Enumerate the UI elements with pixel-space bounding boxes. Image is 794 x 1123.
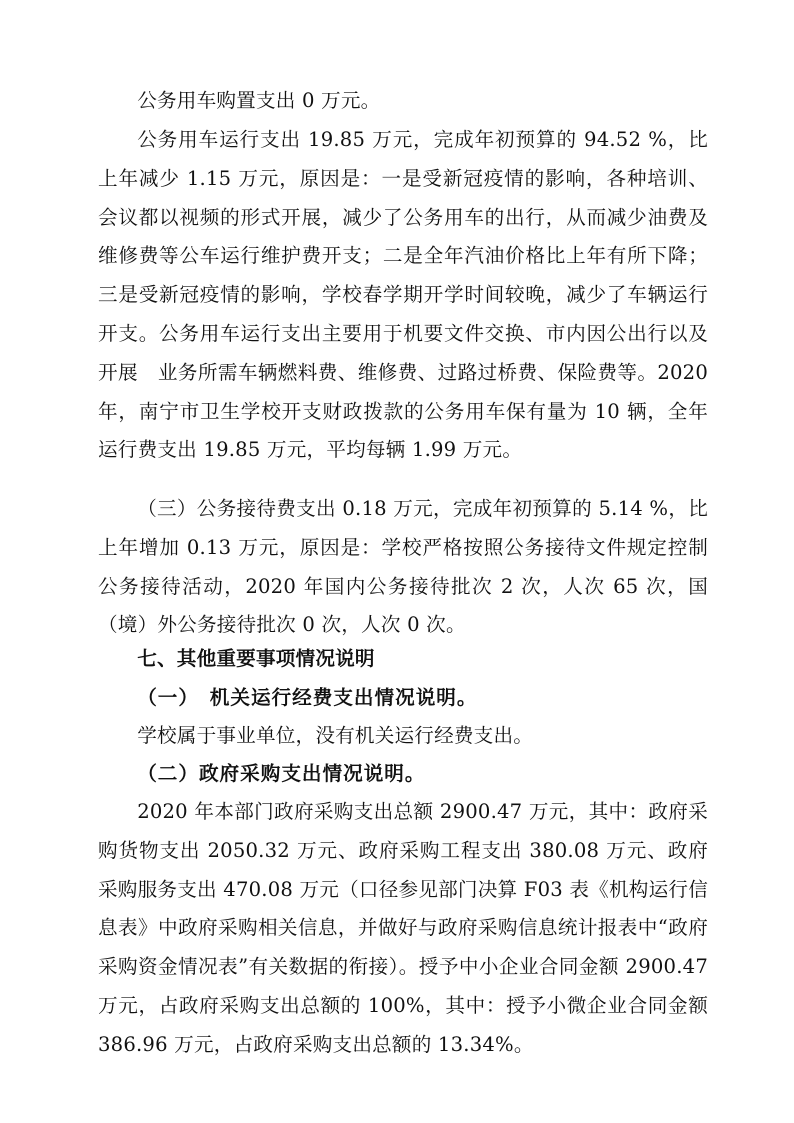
subheading-agency-operation: （一） 机关运行经费支出情况说明。 [137,686,478,709]
subheading-government-procurement: （二）政府采购支出情况说明。 [137,762,426,785]
paragraph-procurement-details: 2020 年本部门政府采购支出总额 2900.47 万元，其中：政府采购货物支出 2050.32 万元、政府采购工程支出 380.08 万元、政府采购服务支出 470.08 万元（口径参见部门决算 F03 表《机构运行信息表》中政府采购相关信息，并做好与政府采购信息统计报表中“政府采购资金情况表”有关数据的衔接）。授予中小企业合同金额 2900.47 万元，占政府采购支出总额的 100%，其中：授予小微企业合同金额 386.96 万元，占政府采购支出总额的 13.34%。 [98,800,708,1056]
section-heading-other-matters: 七、其他重要事项情况说明 [137,647,375,670]
paragraph-vehicle-purchase: 公务用车购置支出 0 万元。 [137,89,381,112]
paragraph-reception-expense: （三）公务接待费支出 0.18 万元，完成年初预算的 5.14 %，比上年增加 0.13 万元，原因是：学校严格按照公务接待文件规定控制公务接待活动，2020 年国内公务接待批次 2 次，人次 65 次，国（境）外公务接待批次 0 次，人次 0 次。 [98,497,708,637]
paragraph-no-agency-expense: 学校属于事业单位，没有机关运行经费支出。 [137,724,534,747]
paragraph-vehicle-operation: 公务用车运行支出 19.85 万元，完成年初预算的 94.52 %，比上年减少 1.15 万元，原因是：一是受新冠疫情的影响，各种培训、会议都以视频的形式开展，减少了公务用车的出行，从而减少油费及维修费等公车运行维护费开支；二是全年汽油价格比上年有所下降；三是受新冠疫情的影响，学校春学期开学时间较晚，减少了车辆运行开支。公务用车运行支出主要用于机要文件交换、市内因公出行以及开展 业务所需车辆燃料费、维修费、过路过桥费、保险费等。2020 年，南宁市卫生学校开支财政拨款的公务用车保有量为 10 辆，全年运行费支出 19.85 万元，平均每辆 1.99 万元。 [98,128,708,462]
